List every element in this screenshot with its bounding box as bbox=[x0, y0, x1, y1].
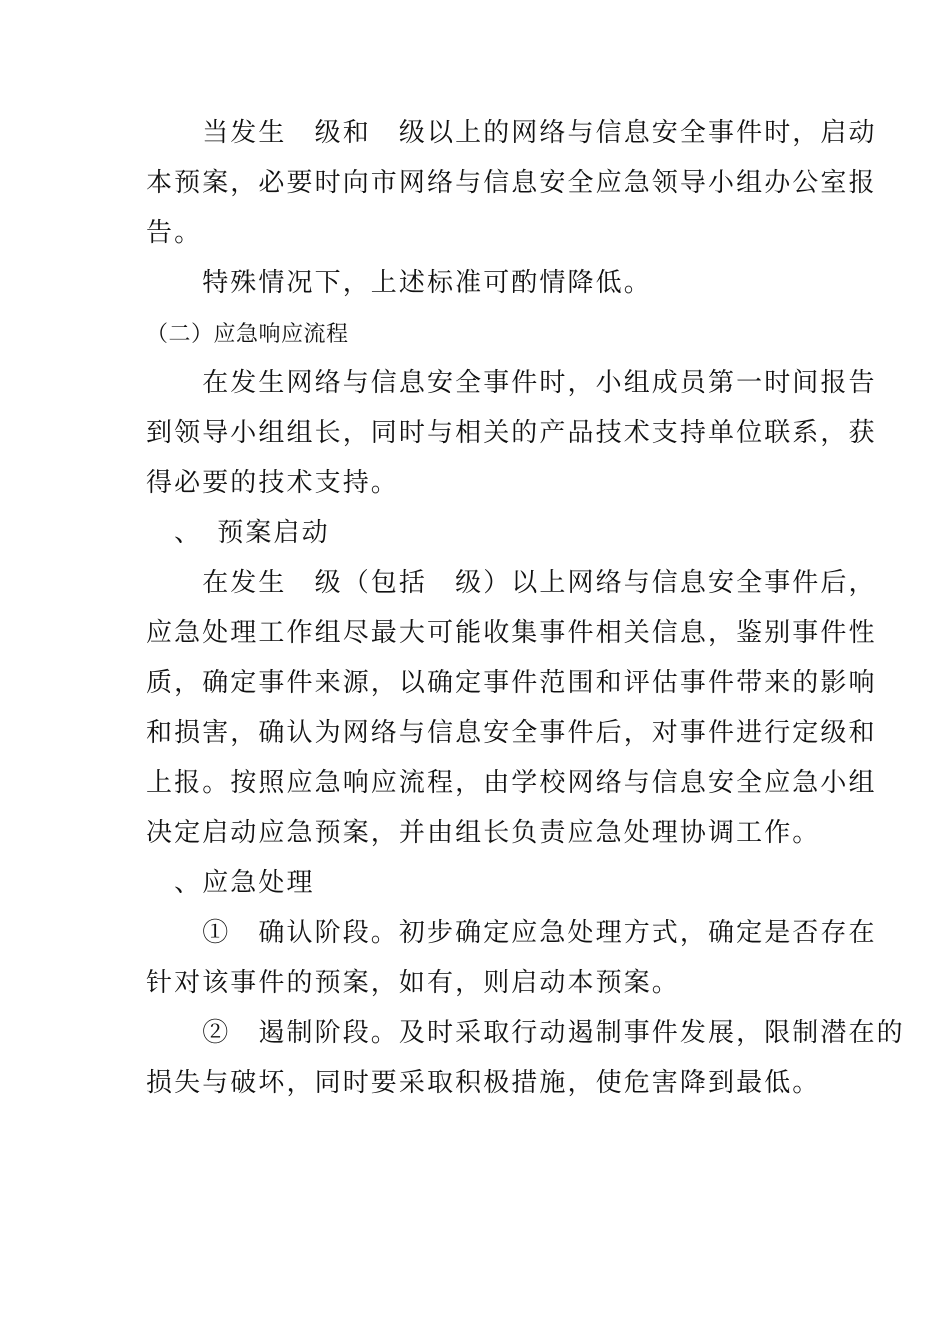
text-line: 损失与破坏，同时要采取积极措施，使危害降到最低。 bbox=[146, 1068, 821, 1098]
text-line: 质，确定事件来源，以确定事件范围和评估事件带来的影响 bbox=[146, 668, 877, 698]
text-line: 在发生网络与信息安全事件时，小组成员第一时间报告 bbox=[146, 368, 877, 398]
text-line: 针对该事件的预案，如有，则启动本预案。 bbox=[146, 968, 680, 998]
section-heading: （二）应急响应流程 bbox=[146, 322, 349, 347]
text-line: 特殊情况下，上述标准可酌情降低。 bbox=[146, 268, 652, 298]
subsection-heading: 、 预案启动 bbox=[146, 518, 330, 548]
text-line: 在发生 级（包括 级）以上网络与信息安全事件后， bbox=[146, 568, 877, 598]
text-line: 当发生 级和 级以上的网络与信息安全事件时，启动 bbox=[146, 118, 877, 148]
text-line: 和损害，确认为网络与信息安全事件后，对事件进行定级和 bbox=[146, 718, 877, 748]
text-line: 告。 bbox=[146, 218, 203, 248]
text-line: ① 确认阶段。初步确定应急处理方式，确定是否存在 bbox=[146, 918, 877, 948]
text-line: 决定启动应急预案，并由组长负责应急处理协调工作。 bbox=[146, 818, 821, 848]
text-line: ② 遏制阶段。及时采取行动遏制事件发展，限制潜在的 bbox=[146, 1018, 905, 1048]
text-line: 得必要的技术支持。 bbox=[146, 468, 399, 498]
text-line: 到领导小组组长，同时与相关的产品技术支持单位联系，获 bbox=[146, 418, 877, 448]
subsection-heading: 、应急处理 bbox=[146, 868, 315, 898]
text-line: 本预案，必要时向市网络与信息安全应急领导小组办公室报 bbox=[146, 168, 877, 198]
text-line: 应急处理工作组尽最大可能收集事件相关信息，鉴别事件性 bbox=[146, 618, 877, 648]
text-line: 上报。按照应急响应流程，由学校网络与信息安全应急小组 bbox=[146, 768, 877, 798]
